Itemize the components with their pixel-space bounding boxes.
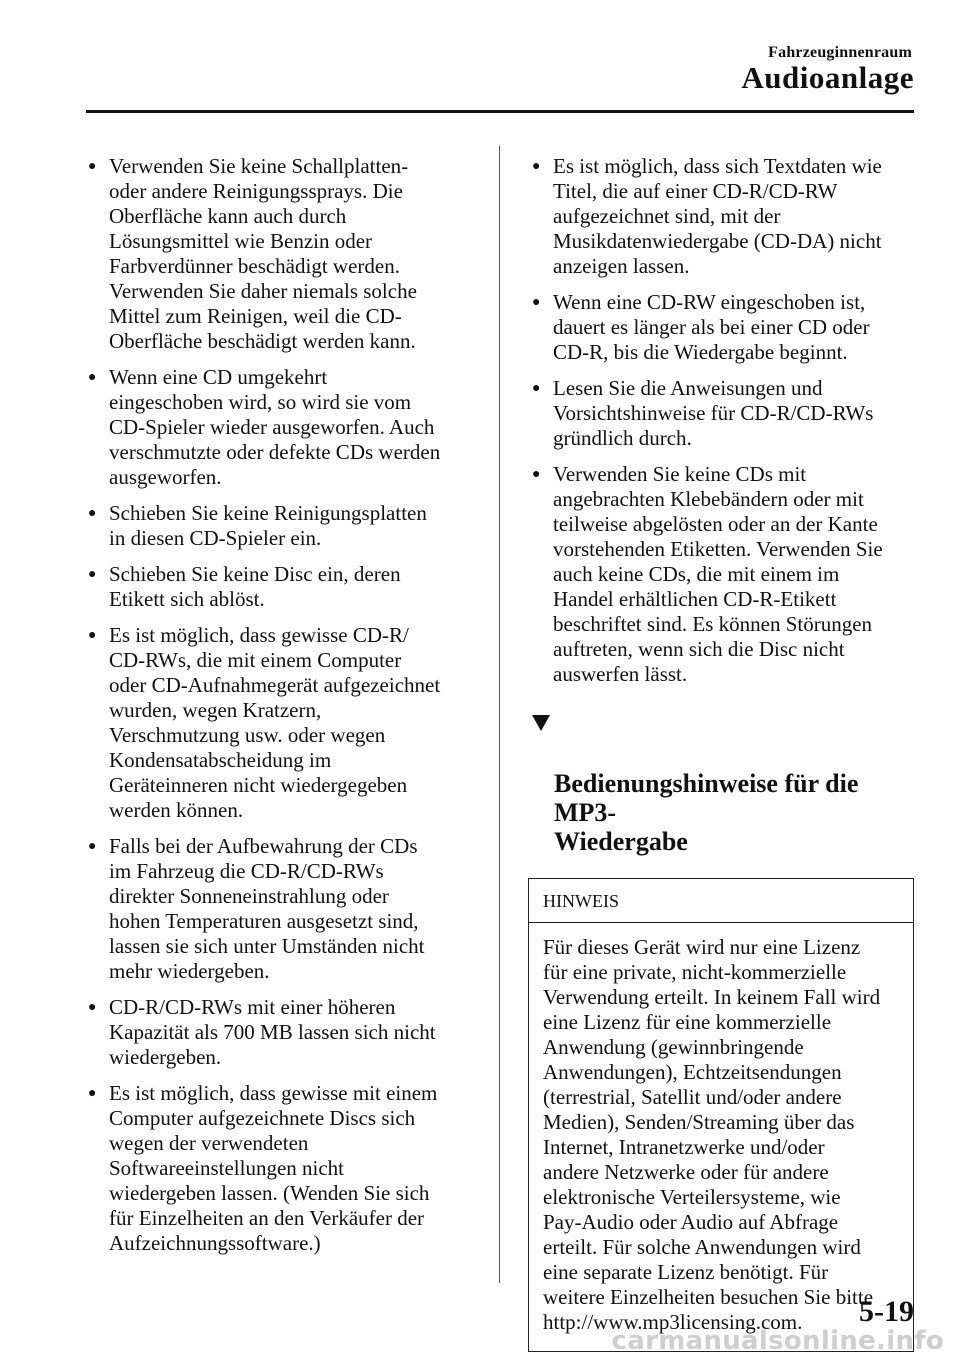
bullet-icon: ● <box>532 467 541 482</box>
triangle-down-icon <box>532 715 550 731</box>
list-item: ● Wenn eine CD-RW eingeschoben ist, dauert es länger als bei einer CD oder CD-R, bis die Wiedergabe beginnt. <box>532 290 870 364</box>
list-item: ● CD-R/CD-RWs mit einer höheren Kapazität als 700 MB lassen sich nicht wiedergeben. <box>88 995 436 1069</box>
bullet-icon: ● <box>532 159 541 174</box>
left-column <box>88 154 476 1267</box>
list-item: ● Wenn eine CD umgekehrt eingeschoben wird, so wird sie vom CD-Spieler wieder ausgeworfen. Auch verschmutzte oder defekte CDs werden ausgeworfen. <box>88 365 441 489</box>
note-label: HINWEIS <box>529 879 913 923</box>
page-title: Audioanlage <box>741 60 914 95</box>
note-box <box>528 878 914 1352</box>
header-rule <box>86 110 914 113</box>
note-text: Für dieses Gerät wird nur eine Lizenz für eine private, nicht-kommerzielle Verwendung erteilt. In keinem Fall wird eine Lizenz für eine kommerzielle Anwendung (gewinnbringende Anwendungen), Echtzeitsendungen (terrestrial, Satellit und/oder andere Medien), Senden/Streaming über das Internet, Intranetzwerke und/oder andere Netzwerke oder für andere elektronische Verteilersysteme, wie Pay-Audio oder Audio auf Abfrage erteilt. Für solche Anwendungen wird eine separate Lizenz benötigt. Für weitere Einzelheiten besuchen Sie bitte http://www.mp3licensing.com. <box>543 935 881 1334</box>
list-item: ● Falls bei der Aufbewahrung der CDs im Fahrzeug die CD-R/CD-RWs direkter Sonneneinstrahlung oder hohen Temperaturen ausgesetzt sind, lassen sie sich unter Umständen nicht mehr wiedergeben. <box>88 834 425 983</box>
bullet-icon: ● <box>88 1086 97 1101</box>
bullet-icon: ● <box>88 159 97 174</box>
list-item: ● Es ist möglich, dass gewisse mit einem Computer aufgezeichnete Discs sich wegen der verwendeten Softwareeinstellungen nicht wiedergeben lassen. (Wenden Sie sich für Einzelheiten an den Verkäufer der Aufzeichnungssoftware.) <box>88 1081 438 1255</box>
bullet-icon: ● <box>88 839 97 854</box>
right-column <box>532 154 924 1352</box>
bullet-icon: ● <box>88 506 97 521</box>
list-item: ● Es ist möglich, dass gewisse CD-R/ CD-RWs, die mit einem Computer oder CD-Aufnahmegerät aufgezeichnet wurden, wegen Kratzern, Verschmutzung usw. oder wegen Kondensatabscheidung im Geräteinneren nicht wiedergegeben werden können. <box>88 623 441 822</box>
section-heading: Bedienungshinweise für die MP3- Wiedergabe <box>532 711 924 856</box>
list-item: ● Es ist möglich, dass sich Textdaten wie Titel, die auf einer CD-R/CD-RW aufgezeichnet sind, mit der Musikdatenwiedergabe (CD-DA) nicht anzeigen lassen. <box>532 154 882 278</box>
bullet-icon: ● <box>88 628 97 643</box>
list-item: ● Verwenden Sie keine CDs mit angebrachten Klebebändern oder mit teilweise abgelösten oder an der Kante vorstehenden Etiketten. Verwenden Sie auch keine CDs, die mit einem im Handel erhältlichen CD-R-Etikett beschriftet sind. Es können Störungen auftreten, wenn sich die Disc nicht auswerfen lässt. <box>532 462 883 686</box>
bullet-list-left <box>88 154 476 1256</box>
list-item: ● Lesen Sie die Anweisungen und Vorsichtshinweise für CD-R/CD-RWs gründlich durch. <box>532 376 874 450</box>
bullet-list-right <box>532 154 924 687</box>
watermark: carmanualsonline.info <box>611 1326 944 1356</box>
column-divider <box>499 146 500 1283</box>
bullet-icon: ● <box>88 1000 97 1015</box>
bullet-icon: ● <box>532 295 541 310</box>
bullet-icon: ● <box>88 567 97 582</box>
chapter-title: Fahrzeuginnenraum <box>768 44 912 61</box>
bullet-icon: ● <box>532 381 541 396</box>
page-number: 5-19 <box>859 1295 914 1328</box>
list-item: ● Schieben Sie keine Disc ein, deren Etikett sich ablöst. <box>88 562 401 611</box>
bullet-icon: ● <box>88 370 97 385</box>
list-item: ● Schieben Sie keine Reinigungsplatten in diesen CD-Spieler ein. <box>88 501 427 550</box>
list-item: ● Verwenden Sie keine Schallplatten- oder andere Reinigungssprays. Die Oberfläche kann auch durch Lösungsmittel wie Benzin oder Farbverdünner beschädigt werden. Verwenden Sie daher niemals solche Mittel zum Reinigen, weil die CD- Oberfläche beschädigt werden kann. <box>88 154 417 353</box>
